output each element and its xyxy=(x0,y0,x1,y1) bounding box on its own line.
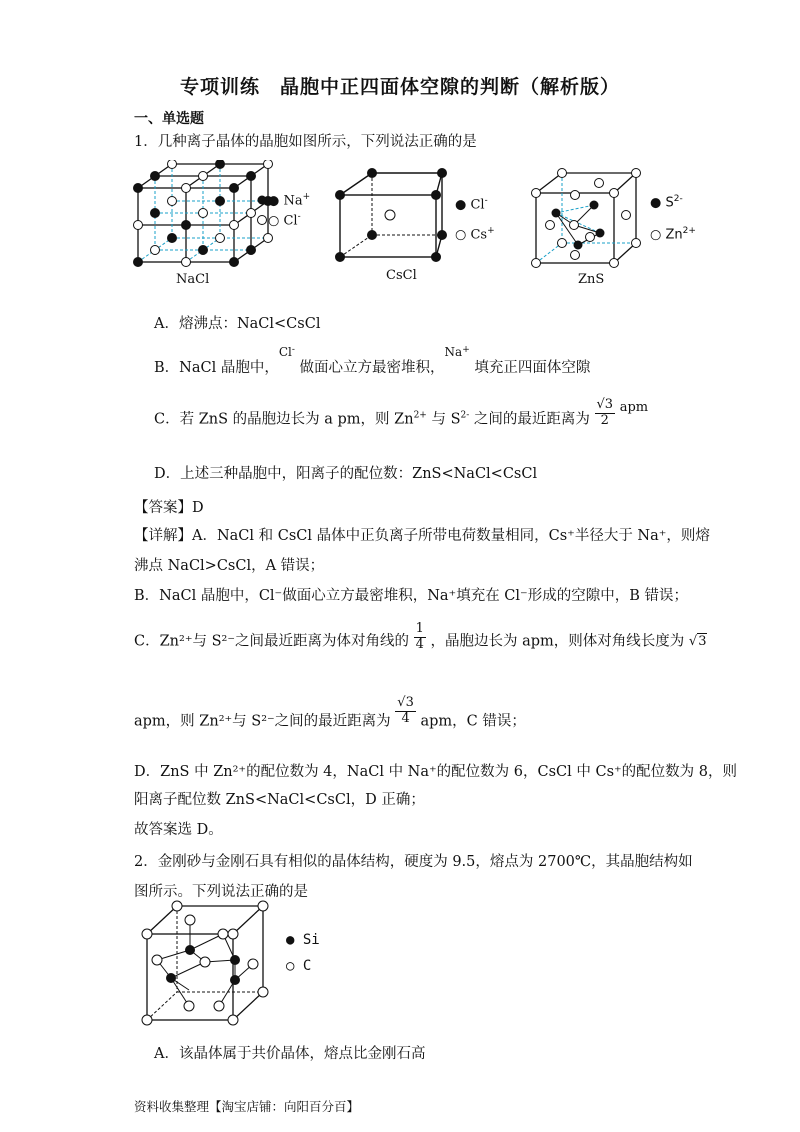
zns-legend-open: ○ $Zn^{2+}$ xyxy=(650,226,696,243)
page-footer: 资料收集整理【淘宝店铺：向阳百分百】 xyxy=(134,1099,360,1114)
cscl-unit-cell-figure xyxy=(330,165,450,265)
sic-unit-cell-figure xyxy=(135,898,275,1028)
q1-answer: 【答案】D xyxy=(134,500,204,516)
page-title: 专项训练 晶胞中正四面体空隙的判断（解析版） xyxy=(179,76,620,98)
q1-detail-line-4: C．Zn²⁺与 S²⁻之间最近距离为体对角线的 $\frac{1}{4}$ ，晶胞边长为 apm，则体对角线长度为 √3 xyxy=(134,621,707,652)
q1-detail-line-1: 【详解】A．NaCl 和 CsCl 晶体中正负离子所带电荷数量相同，Cs⁺半径大于 Na⁺，则熔 xyxy=(134,528,710,544)
q1-option-b: B．NaCl 晶胞中，$^{Cl-}$ 做面心立方最密堆积，$^{Na+}$ 填充正四面体空隙 xyxy=(154,345,591,376)
q1-detail-line-2: 沸点 NaCl>CsCl，A 错误； xyxy=(134,558,325,574)
nacl-legend-filled: ● Na+ xyxy=(268,192,311,209)
q1-option-c: C．若 ZnS 的晶胞边长为 a pm，则 $Zn^{2+}$ 与 $S^{2-}$ 之间的最近距离为 $\frac{√3}{2}$ apm xyxy=(154,397,649,428)
question-2-stem-line-1: 2．金刚砂与金刚石具有相似的晶体结构，硬度为 9.5，熔点为 2700℃，其晶胞结构如 xyxy=(134,854,693,870)
q1-detail-line-7: 阳离子配位数 ZnS<NaCl<CsCl，D 正确； xyxy=(134,792,425,808)
q1-option-a: A．熔沸点：NaCl<CsCl xyxy=(154,316,321,332)
cscl-legend-filled: ● Cl- xyxy=(455,196,488,213)
zns-unit-cell-figure xyxy=(526,165,644,269)
q1-detail-line-6: D．ZnS 中 Zn²⁺的配位数为 4，NaCl 中 Na⁺的配位数为 6，CsCl 中 Cs⁺的配位数为 8，则 xyxy=(134,764,738,780)
question-2-stem-line-2: 图所示。下列说法正确的是 xyxy=(134,884,308,900)
q1-detail-line-3: B．NaCl 晶胞中，Cl⁻做面心立方最密堆积，Na⁺填充在 Cl⁻形成的空隙中，B 错误； xyxy=(134,588,688,604)
q1-detail-line-5: apm，则 Zn²⁺与 S²⁻之间的最近距离为 $\frac{√3}{4}$ apm，C 错误； xyxy=(134,695,526,730)
zns-caption: ZnS xyxy=(578,272,605,287)
nacl-legend-open: ○ Cl- xyxy=(268,212,301,229)
q1-detail-line-8: 故答案选 D。 xyxy=(134,822,223,838)
question-1-stem: 1．几种离子晶体的晶胞如图所示，下列说法正确的是 xyxy=(134,134,477,150)
zns-legend-filled: ● $S^{2-}$ xyxy=(650,194,683,211)
q1-option-d: D．上述三种晶胞中，阳离子的配位数：ZnS<NaCl<CsCl xyxy=(154,466,538,482)
q2-option-a: A．该晶体属于共价晶体，熔点比金刚石高 xyxy=(154,1046,426,1062)
nacl-caption: NaCl xyxy=(176,272,210,287)
sic-legend-c: ○ C xyxy=(286,958,312,974)
cscl-legend-open: ○ Cs+ xyxy=(455,226,495,243)
sic-legend-si: ● Si xyxy=(286,932,320,948)
section-heading: 一、单选题 xyxy=(134,111,204,127)
cscl-caption: CsCl xyxy=(386,268,417,283)
